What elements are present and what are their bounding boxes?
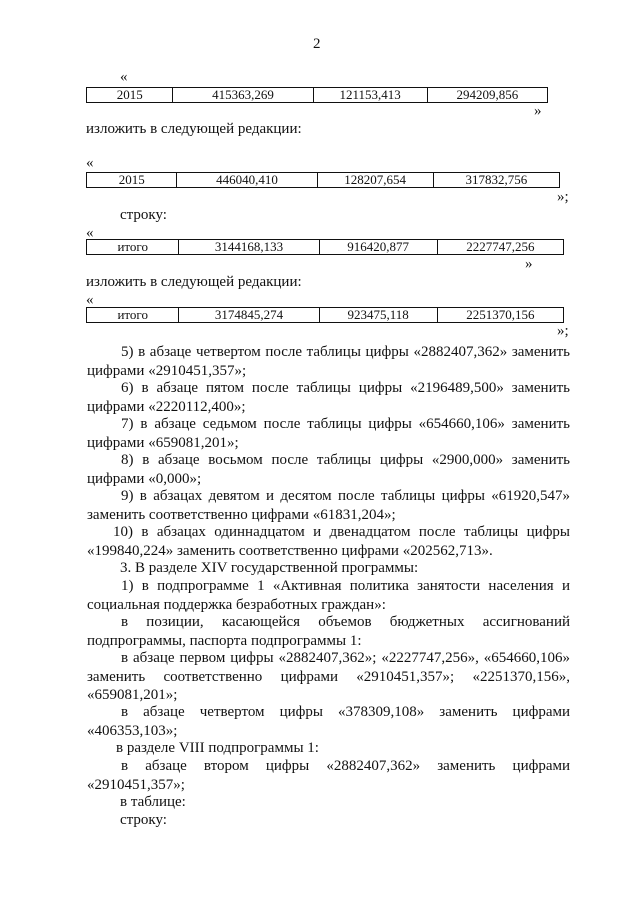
paragraph-8: 8) в абзаце восьмом после таблицы цифры «2900,000» заменить цифрами «0,000»; xyxy=(87,452,570,487)
table-cell: 2015 xyxy=(87,88,173,102)
table-cell: 2251370,156 xyxy=(466,308,535,322)
close-quote: » xyxy=(534,103,542,119)
table-cell: итого xyxy=(87,308,179,322)
subsection-1-e: в абзаце втором цифры «2882407,362» заменить цифрами «2910451,357»; xyxy=(87,758,570,793)
close-quote: »; xyxy=(557,189,569,205)
table-cell: 121153,413 xyxy=(314,88,428,102)
table-cell: итого xyxy=(87,240,179,254)
table-cell: 2015 xyxy=(87,173,177,187)
table-cell: 317832,756 xyxy=(465,173,528,187)
subsection-1-b: в абзаце первом цифры «2882407,362»; «2227747,256», «654660,106» заменить соответственно цифрами «2910451,357»; «2251370,156», «659081,201»; xyxy=(87,650,570,703)
open-quote: « xyxy=(120,69,128,85)
paragraph-6: 6) в абзаце пятом после таблицы цифры «2196489,500» заменить цифрами «2220112,400»; xyxy=(87,380,570,415)
table-row xyxy=(86,172,560,188)
table-cell: 128207,654 xyxy=(318,173,434,187)
subsection-1-c: в абзаце четвертом цифры «378309,108» заменить цифрами «406353,103»; xyxy=(87,704,570,739)
table-row xyxy=(86,87,548,103)
table-cell: 294209,856 xyxy=(456,88,519,102)
instruction-text: строку: xyxy=(120,207,167,223)
open-quote: « xyxy=(86,155,94,171)
subsection-1: 1) в подпрограмме 1 «Активная политика занятости населения и социальная поддержка безработных граждан»: xyxy=(87,578,570,613)
table-cell: 415363,269 xyxy=(173,88,313,102)
paragraph-5: 5) в абзаце четвертом после таблицы цифры «2882407,362» заменить цифрами «2910451,357»; xyxy=(87,344,570,379)
paragraph-10: 10) в абзацах одиннадцатом и двенадцатом после таблицы цифры «199840,224» заменить соответственно цифрами «202562,713». xyxy=(87,524,570,559)
close-quote: »; xyxy=(557,323,569,339)
subsection-1-a: в позиции, касающейся объемов бюджетных ассигнований подпрограммы, паспорта подпрограммы 1: xyxy=(87,614,570,649)
close-quote: » xyxy=(525,256,533,272)
page-number: 2 xyxy=(313,36,321,52)
open-quote: « xyxy=(86,225,94,241)
table-cell: 446040,410 xyxy=(177,173,317,187)
table-cell: 923475,118 xyxy=(320,308,438,322)
subsection-1-d: в разделе VIII подпрограммы 1: xyxy=(116,740,319,756)
table-row xyxy=(86,307,564,323)
table-cell: 2227747,256 xyxy=(466,240,535,254)
paragraph-7: 7) в абзаце седьмом после таблицы цифры «654660,106» заменить цифрами «659081,201»; xyxy=(87,416,570,451)
table-cell: 3174845,274 xyxy=(179,308,319,322)
table-cell: 3144168,133 xyxy=(179,240,319,254)
instruction-text: в таблице: xyxy=(120,794,186,810)
paragraph-9: 9) в абзацах девятом и десятом после таблицы цифры «61920,547» заменить соответственно цифрами «61831,204»; xyxy=(87,488,570,523)
instruction-text: изложить в следующей редакции: xyxy=(86,274,302,290)
table-row xyxy=(86,239,564,255)
instruction-text: изложить в следующей редакции: xyxy=(86,121,302,137)
instruction-text: строку: xyxy=(120,812,167,828)
open-quote: « xyxy=(86,292,94,308)
table-cell: 916420,877 xyxy=(320,240,438,254)
section-heading: 3. В разделе XIV государственной программы: xyxy=(120,560,419,576)
